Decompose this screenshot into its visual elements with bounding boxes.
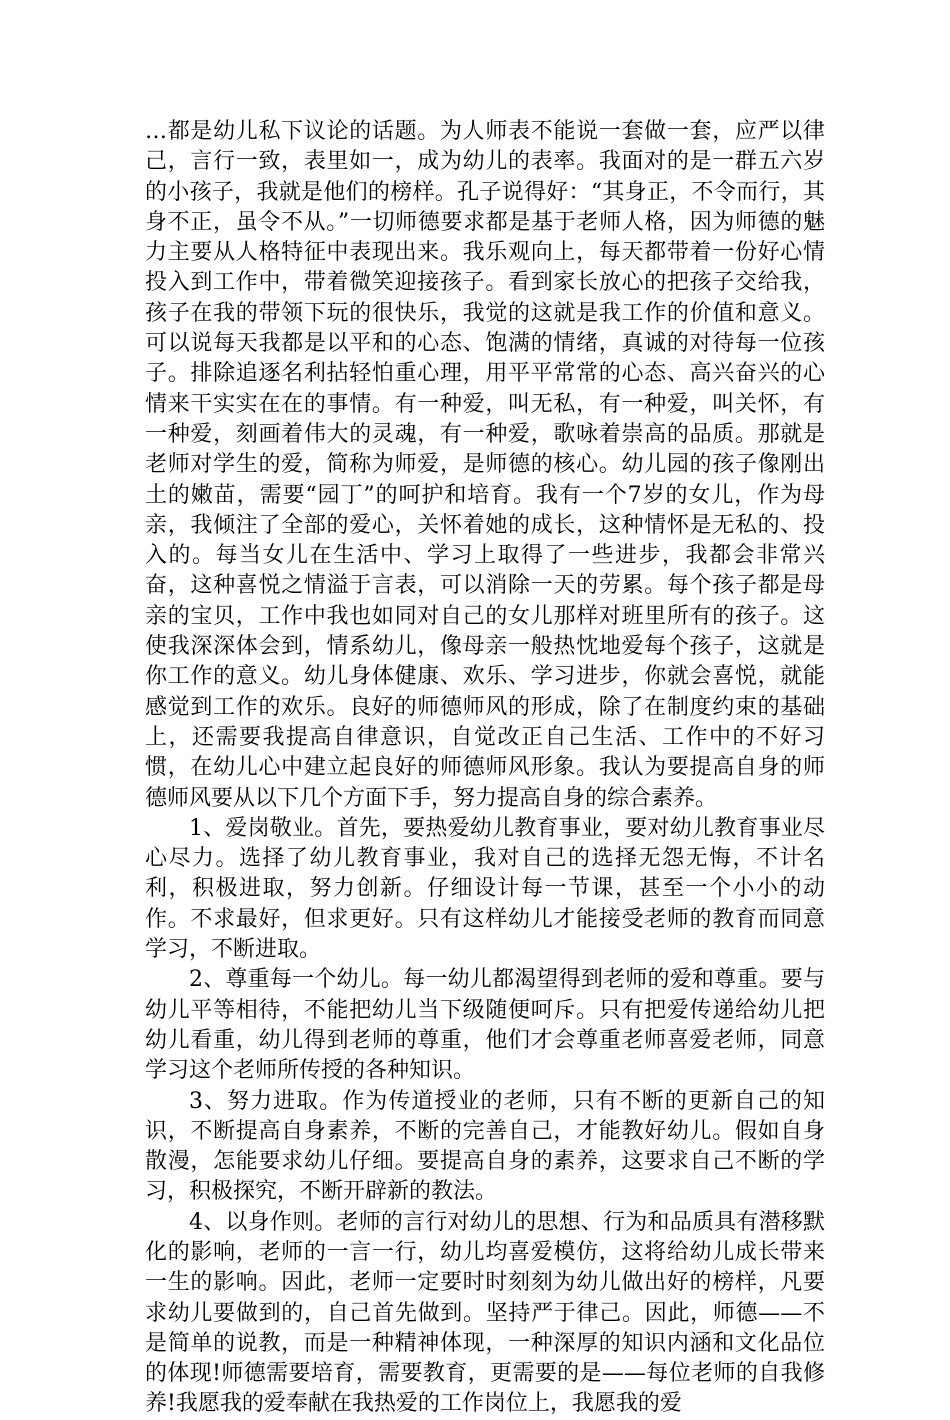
paragraph-item-1: 1、爱岗敬业。首先，要热爱幼儿教育事业，要对幼儿教育事业尽心尽力。选择了幼儿教育事业，我对自己的选择无怨无悔，不计名利，积极进取，努力创新。仔细设计每一节课，甚至一个小小的动作。不求最好，但求更好。只有这样幼儿才能接受老师的教育而同意学习，不断进取。 <box>145 815 825 963</box>
paragraph-item-3: 3、努力进取。作为传道授业的老师，只有不断的更新自己的知识，不断提高自身素养，不断的完善自己，才能教好幼儿。假如自身散漫，怎能要求幼儿仔细。要提高自身的素养，这要求自己不断的学习，积极探究，不断开辟新的教法。 <box>145 1088 825 1205</box>
paragraph-item-2: 2、尊重每一个幼儿。每一幼儿都渴望得到老师的爱和尊重。要与幼儿平等相待，不能把幼儿当下级随便呵斥。只有把爱传递给幼儿把幼儿看重，幼儿得到老师的尊重，他们才会尊重老师喜爱老师，同意学习这个老师所传授的各种知识。 <box>145 967 825 1084</box>
paragraph-item-4: 4、以身作则。老师的言行对幼儿的思想、行为和品质具有潜移默化的影响，老师的一言一行，幼儿均喜爱模仿，这将给幼儿成长带来一生的影响。因此，老师一定要时时刻刻为幼儿做出好的榜样，凡要求幼儿要做到的，自己首先做到。坚持严于律己。因此，师德——不是简单的说教，而是一种精神体现，一种深厚的知识内涵和文化品位的体现!师德需要培育，需要教育，更需要的是——每位老师的自我修养!我愿我的爱奉献在我热爱的工作岗位上，我愿我的爱 <box>145 1209 825 1417</box>
document-body <box>145 117 825 1420</box>
paragraph-intro: …都是幼儿私下议论的话题。为人师表不能说一套做一套，应严以律己，言行一致，表里如一，成为幼儿的表率。我面对的是一群五六岁的小孩子，我就是他们的榜样。孔子说得好：“其身正，不令而行，其身不正，虽令不从。”一切师德要求都是基于老师人格，因为师德的魅力主要从人格特征中表现出来。我乐观向上，每天都带着一份好心情投入到工作中，带着微笑迎接孩子。看到家长放心的把孩子交给我，孩子在我的带领下玩的很快乐，我觉的这就是我工作的价值和意义。可以说每天我都是以平和的心态、饱满的情绪，真诚的对待每一位孩子。排除追逐名利拈轻怕重心理，用平平常常的心态、高兴奋兴的心情来干实实在在的事情。有一种爱，叫无私，有一种爱，叫关怀，有一种爱，刻画着伟大的灵魂，有一种爱，歌咏着崇高的品质。那就是老师对学生的爱，简称为师爱，是师德的核心。幼儿园的孩子像刚出土的嫩苗，需要“园丁”的呵护和培育。我有一个7岁的女儿，作为母亲，我倾注了全部的爱心，关怀着她的成长，这种情怀是无私的、投入的。每当女儿在生活中、学习上取得了一些进步，我都会非常兴奋，这种喜悦之情溢于言表，可以消除一天的劳累。每个孩子都是母亲的宝贝，工作中我也如同对自己的女儿那样对班里所有的孩子。这使我深深体会到，情系幼儿，像母亲一般热忱地爱每个孩子，这就是你工作的意义。幼儿身体健康、欢乐、学习进步，你就会喜悦，就能感觉到工作的欢乐。良好的师德师风的形成，除了在制度约束的基础上，还需要我提高自律意识，自觉改正自己生活、工作中的不好习惯，在幼儿心中建立起良好的师德师风形象。我认为要提高自身的师德师风要从以下几个方面下手，努力提高自身的综合素养。 <box>145 119 825 811</box>
